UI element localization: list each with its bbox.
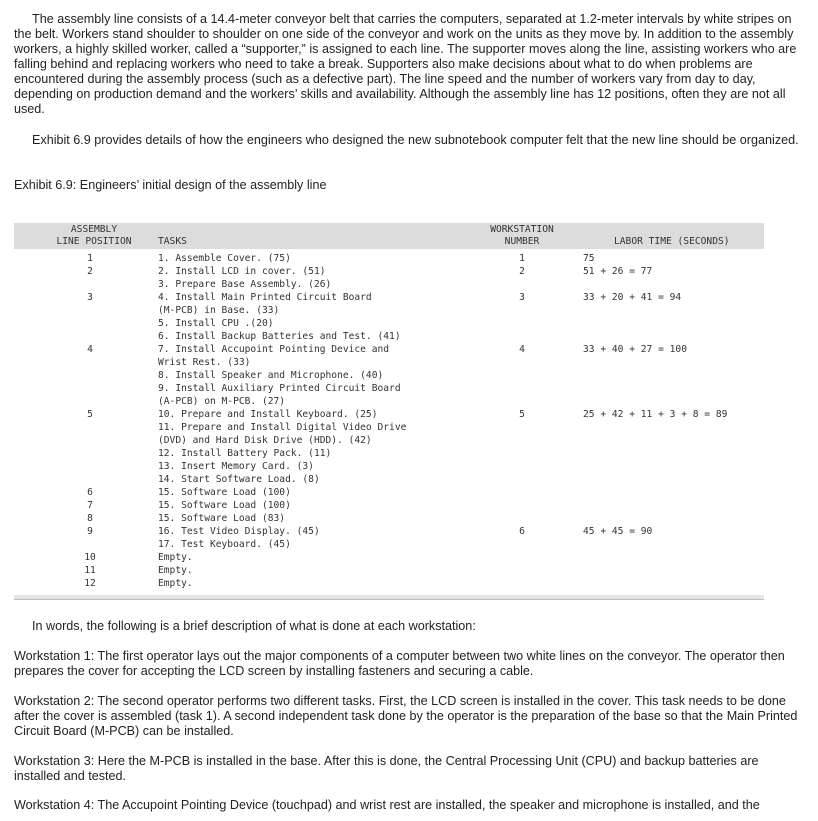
table-bottom-rule — [14, 595, 764, 600]
intro-paragraph: The assembly line consists of a 14.4-meter conveyor belt that carries the computers, separated at 1.2-meter intervals by white stripes on the belt. Workers stand shoulder to shoulder on one side of the conveyor and work on the units as they move by. In addition to the assembly workers, a highly skilled worker, called a “supporter,” is assigned to each line. The supporter moves along the line, assisting workers who are falling behind and replacing workers who need to take a break. Supporters also make decisions about what to do when problems are encountered during the assembly process (such as a defective part). The line speed and the number of workers vary from day to day, depending on production demand and the workers’ skills and availability. Although the assembly line has 12 positions, often they are not all used. — [14, 12, 797, 116]
cell-labor-time: 45 + 45 = 90 — [583, 526, 653, 537]
cell-position: 5 — [87, 409, 93, 420]
exhibit-caption: Exhibit 6.9: Engineers’ initial design of the assembly line — [14, 178, 327, 192]
header-tasks: TASKS — [158, 236, 187, 247]
header-workstation — [482, 224, 562, 248]
workstation-3-description: Workstation 3: Here the M-PCB is installed in the base. After this is done, the Central Processing Unit (CPU) and backup batteries are installed and tested. — [14, 754, 759, 783]
cell-tasks: 16. Test Video Display. (45) 17. Test Keyboard. (45) — [158, 526, 320, 550]
cell-position: 4 — [87, 344, 93, 355]
cell-labor-time: 25 + 42 + 11 + 3 + 8 = 89 — [583, 409, 728, 420]
cell-position: 12 — [84, 578, 96, 589]
cell-tasks: 10. Prepare and Install Keyboard. (25) 11. Prepare and Install Digital Video Drive (DVD) and Hard Disk Drive (HDD). (42) 12. Install Battery Pack. (11) 13. Insert Memory Card. (3) 14. Start Software Load. (8) — [158, 409, 407, 485]
cell-position: 6 — [87, 487, 93, 498]
cell-workstation: 3 — [519, 292, 525, 303]
assembly-line-table — [14, 223, 764, 599]
cell-position: 3 — [87, 292, 93, 303]
header-position — [46, 224, 142, 248]
cell-tasks: Empty. — [158, 578, 193, 589]
cell-labor-time: 51 + 26 = 77 — [583, 266, 653, 277]
cell-workstation: 1 — [519, 253, 525, 264]
cell-workstation: 4 — [519, 344, 525, 355]
header-workstation-line2: NUMBER — [504, 236, 540, 247]
cell-tasks: 15. Software Load (83) — [158, 513, 286, 524]
cell-position: 2 — [87, 266, 93, 277]
cell-tasks: Empty. — [158, 565, 193, 576]
cell-position: 7 — [87, 500, 93, 511]
header-position-line2: LINE POSITION — [56, 236, 132, 247]
cell-tasks: 1. Assemble Cover. (75) — [158, 253, 291, 264]
cell-labor-time: 75 — [583, 253, 595, 264]
header-workstation-line1: WORKSTATION — [490, 224, 554, 235]
table-body — [14, 249, 764, 599]
cell-tasks: 2. Install LCD in cover. (51) 3. Prepare Base Assembly. (26) — [158, 266, 332, 290]
exhibit-reference-paragraph: Exhibit 6.9 provides details of how the engineers who designed the new subnotebook computer felt that the new line should be organized. — [32, 133, 799, 147]
cell-tasks: 15. Software Load (100) — [158, 487, 291, 498]
cell-workstation: 5 — [519, 409, 525, 420]
workstation-1-description: Workstation 1: The first operator lays out the major components of a computer between two white lines on the conveyor. The operator then prepares the cover for accepting the LCD screen by installing fasteners and securing a cable. — [14, 649, 785, 678]
workstation-2-description: Workstation 2: The second operator performs two different tasks. First, the LCD screen is installed in the cover. This task needs to be done after the cover is assembled (task 1). A second independent task done by the operator is the preparation of the base so that the Main Printed Circuit Board (M-PCB) can be installed. — [14, 694, 798, 738]
cell-position: 9 — [87, 526, 93, 537]
workstation-4-description: Workstation 4: The Accupoint Pointing Device (touchpad) and wrist rest are installed, the speaker and microphone is installed, and the — [14, 798, 760, 812]
cell-labor-time: 33 + 20 + 41 = 94 — [583, 292, 682, 303]
cell-tasks: Empty. — [158, 552, 193, 563]
cell-position: 11 — [84, 565, 96, 576]
cell-position: 8 — [87, 513, 93, 524]
cell-labor-time: 33 + 40 + 27 = 100 — [583, 344, 687, 355]
cell-position: 10 — [84, 552, 96, 563]
table-header — [14, 223, 764, 249]
header-labor-time: LABOR TIME (SECONDS) — [614, 236, 730, 247]
cell-workstation: 2 — [519, 266, 525, 277]
description-intro: In words, the following is a brief description of what is done at each workstation: — [32, 619, 476, 633]
cell-tasks: 7. Install Accupoint Pointing Device and Wrist Rest. (33) 8. Install Speaker and Microphone. (40) 9. Install Auxiliary Printed Circuit Board (A-PCB) on M-PCB. (27) — [158, 344, 401, 407]
cell-workstation: 6 — [519, 526, 525, 537]
cell-tasks: 15. Software Load (100) — [158, 500, 291, 511]
cell-position: 1 — [87, 253, 93, 264]
header-position-line1: ASSEMBLY — [70, 224, 118, 235]
cell-tasks: 4. Install Main Printed Circuit Board (M-PCB) in Base. (33) 5. Install CPU .(20) 6. Install Backup Batteries and Test. (41) — [158, 292, 401, 342]
